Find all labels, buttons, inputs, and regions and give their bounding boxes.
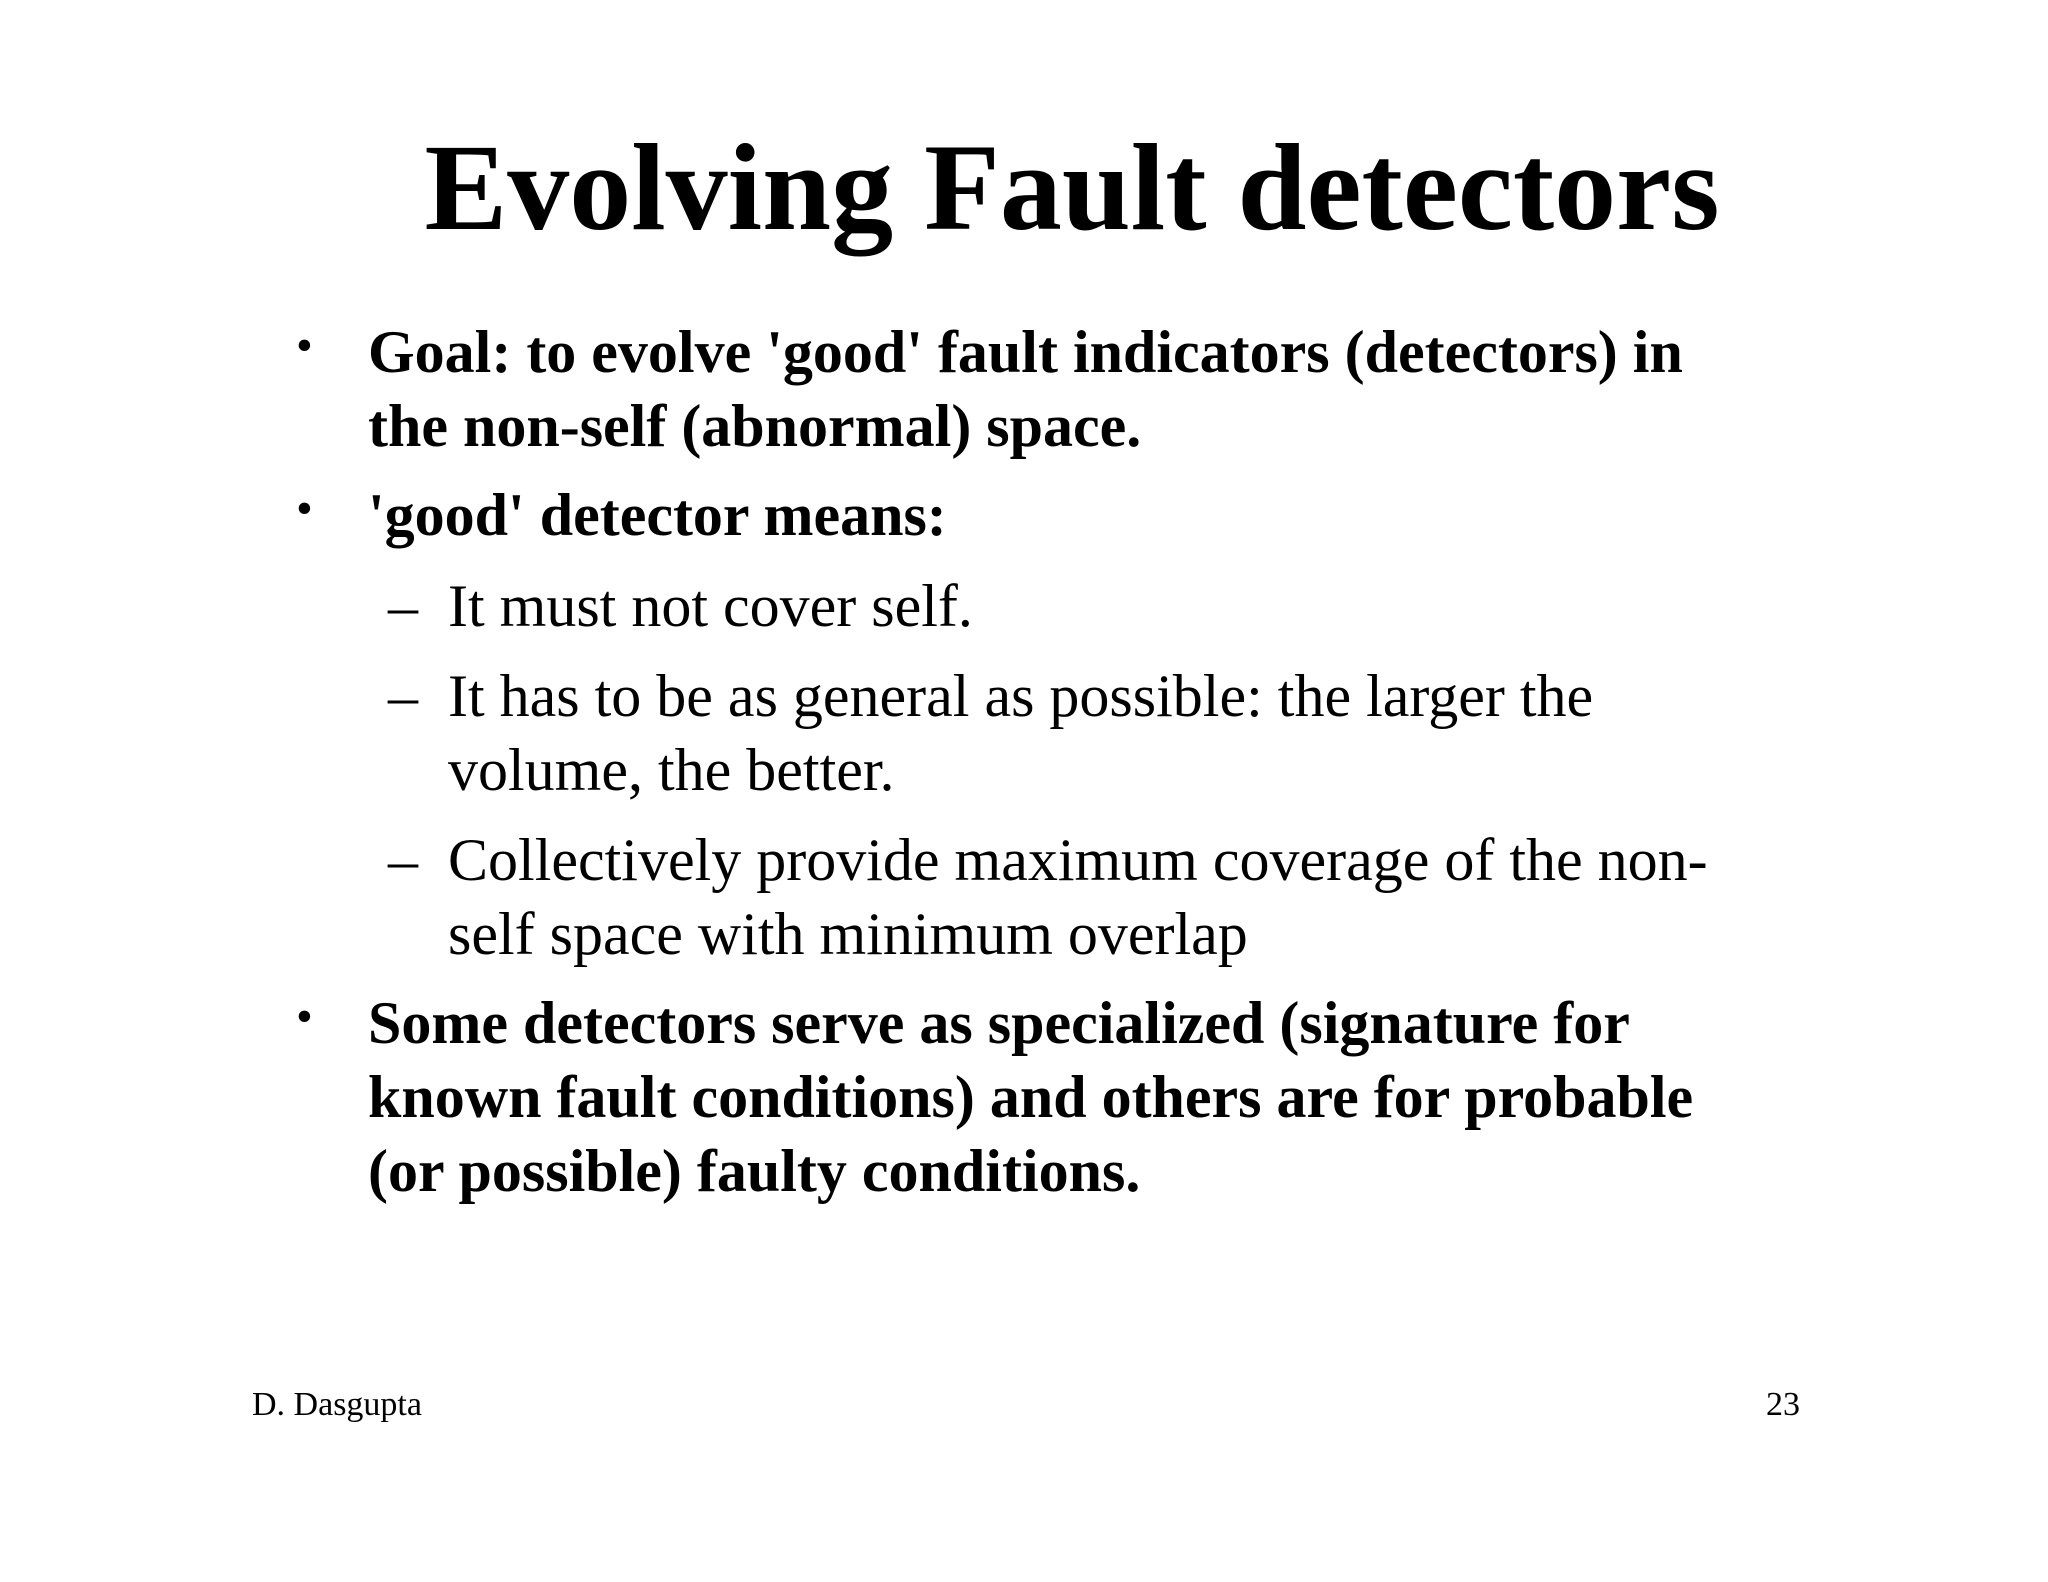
bullet-text-line: 'good' detector means: — [368, 482, 947, 548]
slide-title: Evolving Fault detectors — [424, 119, 1720, 256]
bullet-dot: • — [296, 319, 313, 372]
sub-item-text-line: self space with minimum overlap — [448, 901, 1248, 967]
bullet-text-line: the non-self (abnormal) space. — [368, 393, 1142, 459]
bullet-text-line: Goal: to evolve 'good' fault indicators (detectors) in — [368, 319, 1683, 385]
sub-item-dash: – — [388, 827, 418, 893]
sub-item-text-line: It has to be as general as possible: the larger the — [448, 663, 1594, 729]
bullet-text-line: Some detectors serve as specialized (signature for — [368, 990, 1630, 1056]
footer-author: D. Dasgupta — [252, 1386, 422, 1423]
sub-item-dash: – — [388, 663, 418, 729]
footer-page-number: 23 — [1766, 1386, 1800, 1423]
bullet-dot: • — [296, 990, 313, 1043]
sub-item-text-line: volume, the better. — [448, 737, 895, 803]
bullet-text-line: known fault conditions) and others are for probable — [368, 1064, 1694, 1130]
sub-item-text-line: It must not cover self. — [448, 573, 973, 639]
sub-item-text-line: Collectively provide maximum coverage of the non- — [448, 827, 1708, 893]
sub-item-dash: – — [388, 573, 418, 639]
bullet-text-line: (or possible) faulty conditions. — [368, 1138, 1141, 1204]
bullet-dot: • — [296, 482, 313, 535]
